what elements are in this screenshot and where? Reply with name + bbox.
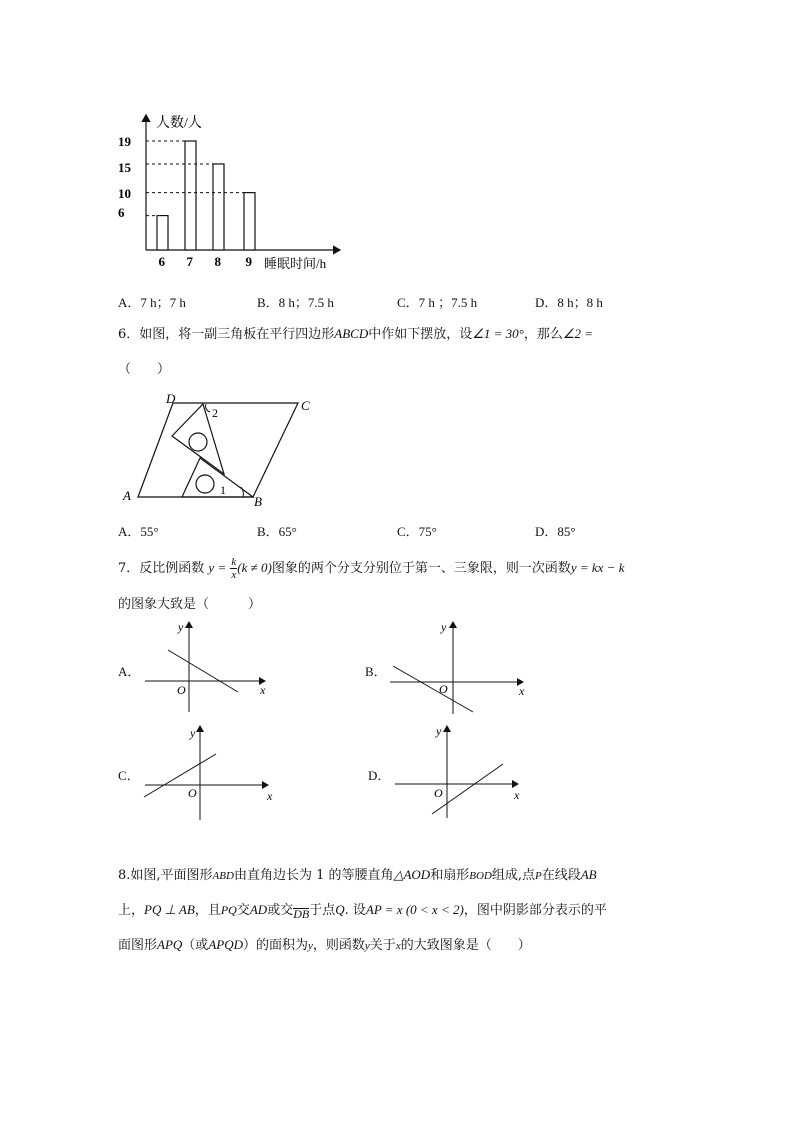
q8-text: . 设 <box>344 903 366 918</box>
q7-stem-b: 图象的两个分支分别位于第一、三象限，则一次函数 <box>271 561 571 576</box>
q6-answer-paren: （ ） <box>118 362 171 377</box>
q8-text: 关于 <box>369 938 396 953</box>
angle2-arc <box>206 404 210 412</box>
q8-aod: △AOD <box>393 867 431 882</box>
q8-pq-perp-ab: PQ ⊥ AB <box>144 902 195 917</box>
y-tick-label-15: 15 <box>118 160 131 175</box>
q7d-x-label: x <box>514 788 520 802</box>
q8-text: 交 <box>236 903 250 918</box>
q8-abd: ABD <box>212 870 234 882</box>
q8-bod: BOD <box>469 870 492 882</box>
q8-text: ，图中阴影部分表示的平 <box>463 903 607 918</box>
q8-text: 在线段 <box>541 868 581 883</box>
q8-text: ，则函数 <box>312 938 365 953</box>
q7-graph-a <box>140 618 280 718</box>
q8-text: 组成,点 <box>491 868 535 883</box>
q8-text: ，且 <box>194 903 221 918</box>
x-axis-label: 睡眠时间/h <box>264 256 327 271</box>
label-c: C <box>301 398 310 413</box>
q6-parallelogram-figure <box>120 390 320 510</box>
q7a-origin-label: O <box>177 683 186 697</box>
q7c-origin-label: O <box>188 786 197 800</box>
q7b-x-label: x <box>519 684 525 698</box>
y-axis-label: 人数/人 <box>156 116 202 131</box>
q8-line2 <box>118 899 607 921</box>
y-tick-label-19: 19 <box>118 134 131 149</box>
q8-text: ）的面积为 <box>242 938 308 953</box>
q8-pq: PQ <box>220 903 237 917</box>
bar-8h <box>213 164 224 250</box>
q7b-y-label: y <box>441 620 447 634</box>
bar-6h <box>157 216 168 250</box>
q8-line1 <box>118 864 597 883</box>
q7d-y-label: y <box>436 724 442 738</box>
q6-angle1: ∠1 = 30° <box>472 326 524 341</box>
triangle-ruler-45 <box>182 458 253 497</box>
q8-x: x <box>395 940 401 952</box>
q8-arc-db: DB <box>293 907 310 921</box>
bar-9h <box>244 193 255 250</box>
q5-option-a: A．7 h；7 h <box>118 295 186 310</box>
q7-graph-c <box>140 722 290 822</box>
q7c-x-label: x <box>267 789 273 803</box>
q7-func-y: y = <box>208 560 227 575</box>
q8-line3 <box>118 934 531 953</box>
label-a: A <box>123 488 131 503</box>
sleep-bar-chart <box>0 0 794 290</box>
q8-q: Q <box>335 902 345 917</box>
q6-option-b: B．65° <box>257 524 297 539</box>
q7-frac-den: x <box>231 569 237 581</box>
q7d-origin-label: O <box>434 786 443 800</box>
q8-apq: APQ <box>157 937 183 952</box>
q6-stem-mid: 中作如下摆放，设 <box>368 327 473 342</box>
q7-condition: (k ≠ 0) <box>237 560 272 575</box>
q7a-x-label: x <box>260 683 266 697</box>
q7-option-a-label: A． <box>118 664 141 679</box>
q7-graph-b <box>385 618 535 718</box>
label-d: D <box>166 391 176 406</box>
q6-angle2: ∠2 = <box>562 326 594 341</box>
q7-linear-func: y = kx − k <box>570 560 625 575</box>
q6-option-d: D．85° <box>535 524 576 539</box>
q8-text: 面图形 <box>118 938 158 953</box>
q8-text: （或 <box>182 938 209 953</box>
y-tick-label-10: 10 <box>118 186 131 201</box>
q7-graph-d <box>390 722 540 822</box>
q6-option-c: C．75° <box>397 524 437 539</box>
q5-option-c: C．7 h ；7.5 h <box>397 295 478 310</box>
q8-text: 的大致图象是（ ） <box>400 938 531 953</box>
q8-y: y <box>364 940 370 952</box>
q7-option-b-label: B． <box>365 664 387 679</box>
q5-option-d: D．8 h；8 h <box>535 295 603 310</box>
q8-apqd: APQD <box>208 937 243 952</box>
label-b: B <box>254 494 262 509</box>
q7-option-c-label: C． <box>118 768 140 783</box>
x-tick-label-9: 9 <box>245 254 252 269</box>
x-tick-label-6: 6 <box>158 254 165 269</box>
q8-ap-condition: AP = x (0 < x < 2) <box>365 902 464 917</box>
q8-text: 于点 <box>309 903 336 918</box>
q8-ab: AB <box>580 867 597 882</box>
q8-text: 或交 <box>267 903 294 918</box>
x-tick-label-8: 8 <box>214 254 221 269</box>
q8-p: P <box>534 870 542 882</box>
q7-stem <box>118 556 624 581</box>
label-2: 2 <box>212 406 218 420</box>
parallelogram-abcd <box>138 403 298 497</box>
x-tick-label-7: 7 <box>186 254 193 269</box>
q6-stem-end: ，那么 <box>523 327 563 342</box>
q7-stem-line2: 的图象大致是（ ） <box>118 597 262 612</box>
circle-upper <box>189 433 207 451</box>
circle-lower <box>196 475 214 493</box>
q8-ad: AD <box>249 902 268 917</box>
q6-stem <box>118 323 593 342</box>
q7-option-d-label: D． <box>368 768 391 783</box>
q6-stem-text: 6．如图，将一副三角板在平行四边形 <box>118 327 335 342</box>
q6-option-a: A．55° <box>118 524 159 539</box>
q8-text: 上， <box>118 903 145 918</box>
q6-figure-name: ABCD <box>334 326 369 341</box>
y-tick-label-6: 6 <box>118 205 125 220</box>
q7-frac-num: k <box>231 556 237 568</box>
q7b-origin-label: O <box>439 682 448 696</box>
q5-option-b: B．8 h；7.5 h <box>257 295 334 310</box>
q8-y: y <box>308 940 313 952</box>
q8-text: 由直角边长为 1 的等腰直角 <box>233 868 394 883</box>
q7a-y-label: y <box>178 620 184 634</box>
q7c-y-label: y <box>190 726 196 740</box>
q8-text: 和扇形 <box>430 868 470 883</box>
q7-stem-a: 7．反比例函数 <box>118 561 205 576</box>
label-1: 1 <box>220 483 226 497</box>
q8-text: 8.如图,平面图形 <box>118 868 213 883</box>
bar-7h <box>185 141 196 250</box>
